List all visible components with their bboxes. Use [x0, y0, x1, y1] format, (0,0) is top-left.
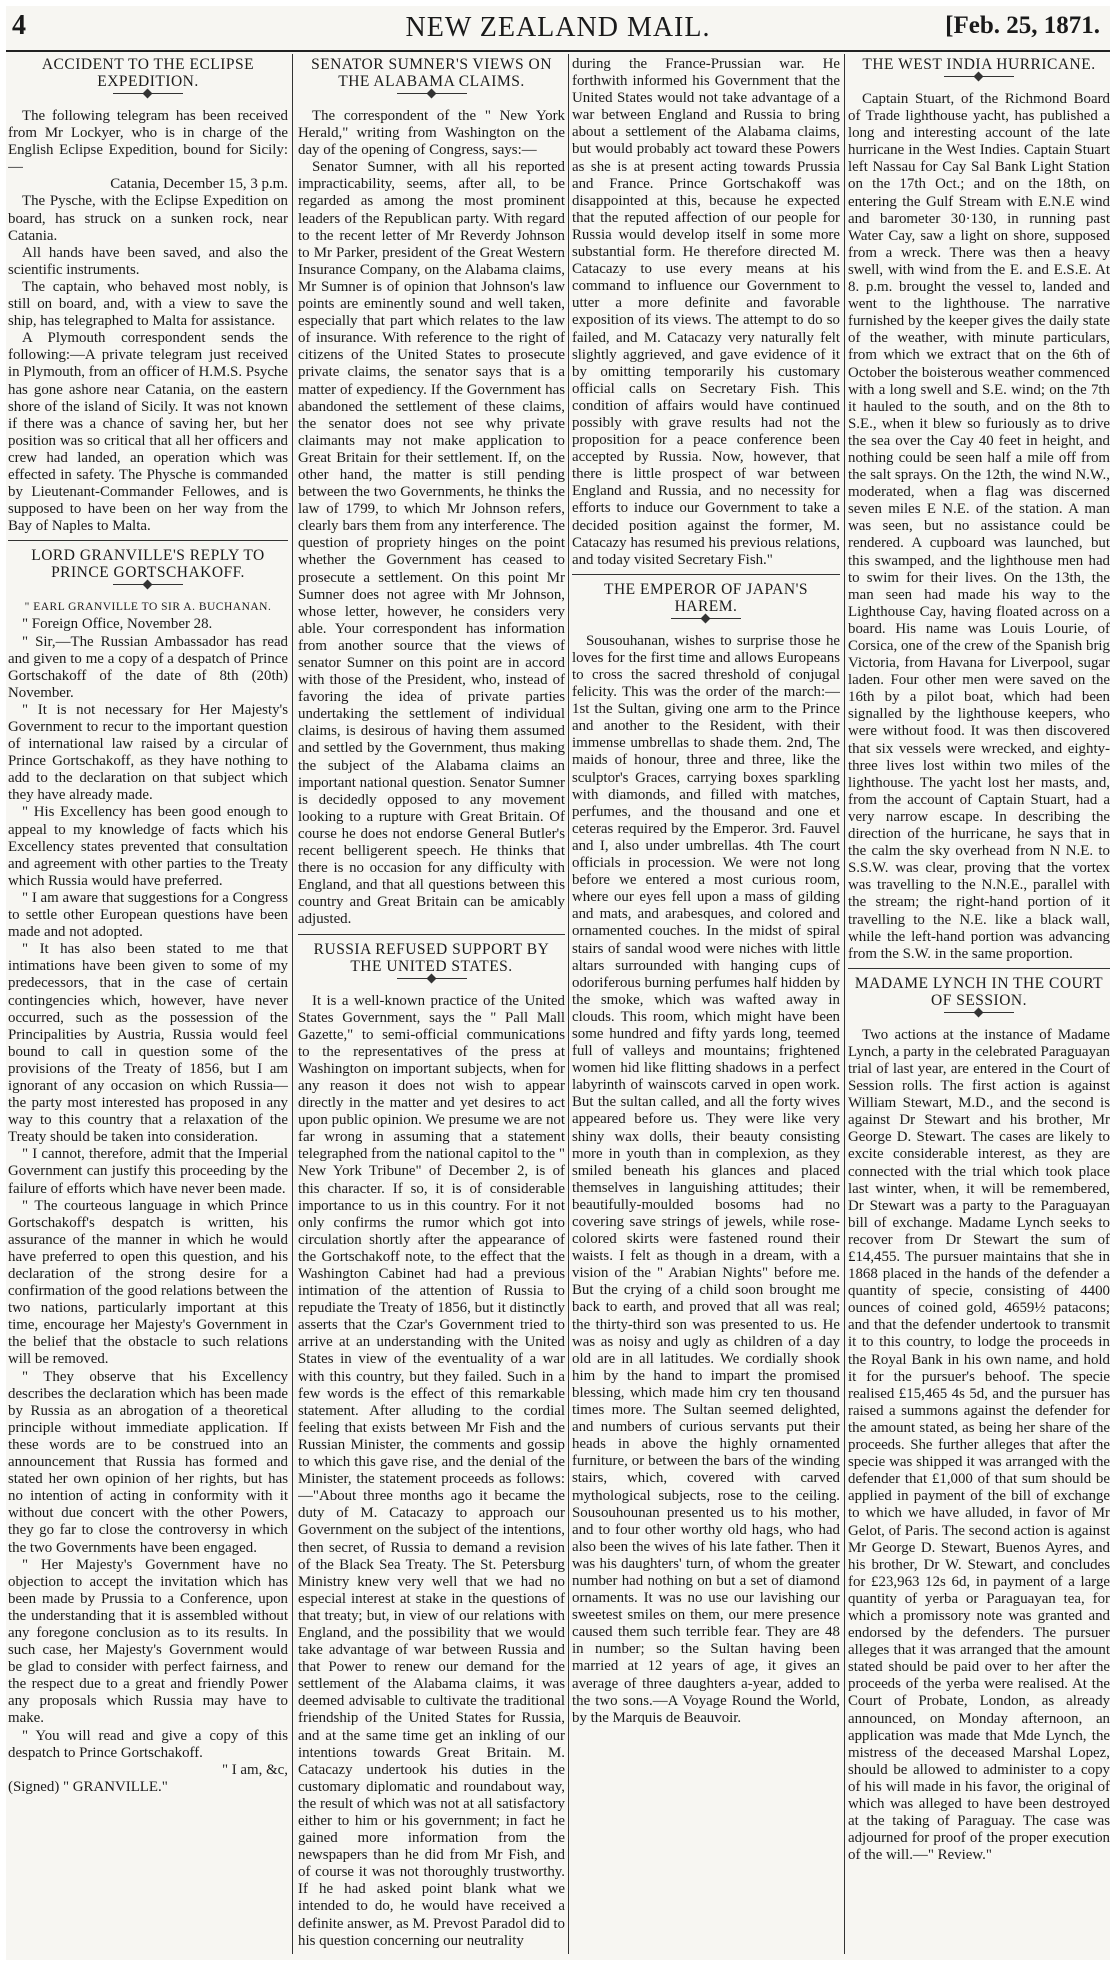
column-3 [572, 56, 840, 1954]
article-paragraph: " It is not necessary for Her Majesty's Government to recur to the important question of international law raised by a circular of Prince Gortschakoff, as they have nothing to add to the declaration on that subject which they have already made. [8, 701, 288, 804]
article-paragraph: The correspondent of the " New York Herald," writing from Washington on the day of the opening of Congress, says:— [298, 108, 565, 159]
article-separator [848, 968, 1110, 969]
article-headline: ACCIDENT TO THE ECLIPSE EXPEDITION. [41, 56, 255, 90]
ornament-divider [944, 1012, 1014, 1022]
article-paragraph: Senator Sumner, with all his reported impracticability, seems, after all, to be regarded as among the most prominent leaders of the Republican party. With regard to the recent letter of Mr Reverdy Johnson to Mr Parker, president of the Great Western Insurance Company, on the Alabama claims, Mr Sumner is of opinion that Johnson's law points are eminently sound and well taken, especially that part which relates to the law of insurance. With reference to the right of citizens of the United States to prosecute private claims, the senator says that is a matter of expediency. If the Government has abandoned the settlement of these claims, the senator does not see why private claimants may not make application to Great Britain for their settlement. If, on the other hand, the matter is still pending between the two Governments, he thinks the law of 1799, to which Mr Johnson refers, clearly bars them from any interference. The question of propriety hinges on the point whether the Government has ceased to prosecute a settlement. On this point Mr Sumner does not agree with Mr Johnson, whose letter, however, he considers very able. Your correspondent has information from another source that the views of senator Sumner on this point are in accord with those of the President, who, instead of favoring the idea of private parties undertaking the settlement of individual claims, is desirous of having them assumed and settled by the Government, thus making the subject of the Alabama claims an important national question. Senator Sumner is decidedly opposed to any movement looking to a rupture with Great Britain. Of course he does not endorse General Butler's recent belligerent speech. He thinks that there is no occasion for any difficulty with England, and that all questions between this country and Great Britain can be amicably adjusted. [298, 159, 565, 928]
ornament-divider [113, 584, 183, 594]
article-headline: SENATOR SUMNER'S VIEWS ON THE ALABAMA CLAIMS. [311, 56, 552, 90]
newspaper-page [6, 6, 1110, 1960]
article-headline: THE EMPEROR OF JAPAN'S HAREM. [603, 580, 808, 615]
column-4 [848, 56, 1110, 1954]
article-japan-harem [572, 581, 840, 1727]
article-russia-refused [298, 941, 565, 1950]
article-paragraph: Captain Stuart, of the Richmond Board of Trade lighthouse yacht, has published a long and interesting account of the late hurricane in the West Indies. Captain Stuart left Nassau for Cay Sal Bank Light Station on the 17th Oct.; and on the 18th, on entering the Gulf Stream with E.N.E wind and barometer 30·130, in running past Water Cay, saw a light on shore, supposed from a wreck. There was then a heavy swell, with wind from the E. and E.S.E. At 8. p.m. brought the vessel to, landed and went to the lighthouse. The narrative furnished by the keeper gives the daily state of the weather, with minute particulars, from which we extract that on the 6th of October the boisterous weather commenced with a long swell and S.E. wind; on the 7th it hauled to the south, and on the 8th to S.E., when it blew so furiously as to drive the sea over the Cay 40 feet in height, and nothing could be seen half a mile off from the salt sprays. On the 12th, the wind N.W., moderated, when a flag was discerned seven miles E N.E. of the station. A man was seen, but no assistance could be rendered. A cupboard was launched, but this swamped, and the lighthouse men had to swim for their lives. On the 13th, the man seen had made his way to the Lighthouse Cay, having floated across on a board. His name was Louis Lourie, of Corsica, one of the crew of the Spanish brig Victoria, from Havana for Liverpool, sugar laden. Four other men were saved on the 16th by a pilot boat, which had been signalled by the lighthouse keepers, who were without food. It was then discovered that six vessels were wrecked, and eighty-three lives lost within two miles of the lighthouse. The yacht lost her masts, and, from the account of Captain Stuart, had a very narrow escape. In describing the direction of the hurricane, he says that in the calm the sky overhead from N N.E. to S.S.W. was clear, proving that the vortex was travelling to the N.N.E., parallel with the stream; the right-hand portion of it travelling to the N.E. like a black wall, while the left-hand portion was advancing from the S.W. in the same proportion. [848, 91, 1110, 962]
ornament-divider [944, 76, 1014, 86]
ornament-divider [397, 93, 467, 103]
article-madame-lynch [848, 975, 1110, 1865]
page-number: 4 [12, 10, 26, 41]
article-paragraph: " The courteous language in which Prince Gortschakoff's despatch is written, his assurance of the manner in which he would have preferred to open this question, and his declaration of the strong desire for a confirmation of the good relations between the two nations, particularly important at this time, encourage her Majesty's Government in the belief that the obstacle to such relations will be removed. [8, 1197, 288, 1368]
article-paragraph: during the France-Prussian war. He forthwith informed his Government that the United States would not take advantage of a war between England and Russia to bring about a settlement of the Alabama claims, but would probably act toward these Powers as she is at present acting towards Prussia and France. Prince Gortschakoff was disappointed at this, because he expected that the reputed affection of our people for Russia would develop itself in some more substantial form. He therefore directed M. Catacazy to use every means at his command to influence our Government to utter a more definite and favorable exposition of its views. The attempt to do so failed, and M. Catacazy very naturally felt slightly aggrieved, and gave evidence of it by omitting temporarily his customary official calls on Secretary Fish. This condition of affairs would have continued possibly with grave results had not the proposition for a peace conference been accepted by Russia. Now, however, that there is little prospect of war between England and Russia, and no necessity for efforts to induce our Government to take a decided position against the former, M. Catacazy has resumed his previous relations, and today visited Secretary Fish." [572, 56, 840, 568]
article-paragraph: " They observe that his Excellency describes the declaration which has been made by Russia as an abrogation of a theoretical principle without immediate application. If these words are to be construed into an announcement that Russia has formed and stated her own opinion of her rights, but has no intention of acting in conformity with it without due concert with the other Powers, they go far to close the controversy in which the two Governments have been engaged. [8, 1368, 288, 1556]
article-paragraph: " It has also been stated to me that intimations have been given to some of my predecessors, that in the case of certain contingencies which, however, have never occurred, such as the possession of the Principalities by Austria, Russia would feel bound to call in question some of the provisions of the Treaty of 1856, but I am ignorant of any occasion on which Russia—the party most interested has proposed in any way to this country that a relaxation of the Treaty should be taken into consideration. [8, 941, 288, 1146]
article-separator [572, 574, 840, 575]
article-paragraph: " You will read and give a copy of this despatch to Prince Gortschakoff. [8, 1727, 288, 1761]
article-paragraph: " Her Majesty's Government have no objection to accept the invitation which has been made by Prussia to a Conference, upon the understanding that it is assembled without any foregone conclusion as to its results. In such case, her Majesty's Government would be glad to consider with perfect fairness, and the respect due to a great and friendly Power any proposals which Russia may have to make. [8, 1556, 288, 1727]
article-paragraph: Sousouhanan, wishes to surprise those he loves for the first time and allows Europeans to cross the sacred threshold of conjugal felicity. This was the order of the march:—1st the Sultan, giving one arm to the Prince and another to the Resident, with their immense umbrellas to shade them. 2nd, The maids of honour, three and three, like the sculptor's Graces, carrying boxes sparkling with diamonds, and filled with matches, perfumes, and the thousand and one et ceteras required by the Emperor. 3rd. Fauvel and I, also under umbrellas. 4th The court officials in procession. We were not long before we entered a most curious room, where our eyes fell upon a mass of gilding and mats, and arabesques, and colored and ornamented couches. In the midst of spiral stairs of sandal wood were niches with little altars surrounded with hanging cups of odoriferous burning perfumes half hidden by the smoke, which was wafted away in clouds. This room, which might have been some hundred and fifty yards long, teemed full of valleys and mountains; frightened women hid like flitting shadows in a perfect labyrinth of wainscots carved in open work. But the sultan called, and all the forty wives appeared before us. They were like very shiny wax dolls, their beauty consisting more in youth than in complexion, as they smiled beneath his glances and placed themselves in languishing attitudes; their beautifully-moulded bosoms had no covering save strings of jewels, while rose-colored skirts were fastened round their waists. I felt as though in a dream, with a vision of the " Arabian Nights" before me. But the crying of a child soon brought me back to earth, and proved that all was real; the thirty-third son was presented to us. He was as noisy and ugly as children of a day old are in all latitudes. We cordially shook him by the hand to impart the promised blessing, which made him cry ten thousand times more. The Sultan seemed delighted, and numbers of curious servants put their heads in above the highly ornamented furniture, or between the bars of the winding stairs, which, covered with carved mythological subjects, rose to the ceiling. Sousouhounan presented us to his mother, and to four other worthy old hags, who had also been the wives of his late father. Then it was his daughters' turn, of whom the greater number had nothing on but a set of diamond ornaments. It was no use our lavishing our sweetest smiles on them, our mere presence caused them such terrible fear. They are 48 in number; so the Sultan having been married at 12 years of age, it gives an average of three daughters a-year, added to the two sons.—A Voyage Round the World, by the Marquis de Beauvoir. [572, 632, 840, 1726]
article-paragraph: " Foreign Office, November 28. [22, 616, 213, 633]
article-paragraph: A Plymouth correspondent sends the following:—A private telegram just received in Plymouth, from an officer of H.M.S. Psyche has gone ashore near Catania, on the eastern shore of the island of Sicily. It was not known if there was a chance of saving her, but her position was so critical that all her officers and crew had landed, an operation which was effected in safety. The Physche is commanded by Lieutenant-Commander Fellowes, and is supposed to have been on her way from the Bay of Naples to Malta. [8, 330, 288, 535]
article-headline: MADAME LYNCH IN THE COURT OF SESSION. [854, 974, 1104, 1009]
article-separator [8, 540, 288, 541]
article-headline: LORD GRANVILLE'S REPLY TO PRINCE GORTSCHAKOFF. [31, 547, 265, 582]
article-dateline: Catania, December 15, 3 p.m. [110, 176, 288, 193]
article-signature: (Signed) " GRANVILLE." [8, 1778, 168, 1795]
article-subhead: " EARL GRANVILLE TO SIR A. BUCHANAN. [24, 601, 272, 614]
article-paragraph: " Sir,—The Russian Ambassador has read and given to me a copy of a despatch of Prince Gortschakoff of the date of 8th (20th) November. [8, 633, 288, 701]
article-sumner-views [298, 56, 565, 929]
column-rule [568, 54, 569, 1954]
article-paragraph: The Pysche, with the Eclipse Expedition on board, has struck on a sunken rock, near Catania. [8, 193, 288, 244]
issue-date: [Feb. 25, 1871. [945, 12, 1100, 39]
article-west-india-hurricane [848, 56, 1110, 963]
article-paragraph: All hands have been saved, and also the scientific instruments. [8, 244, 288, 278]
article-headline: THE WEST INDIA HURRICANE. [862, 56, 1096, 73]
column-rule [292, 54, 293, 1954]
column-1 [8, 56, 288, 1954]
article-paragraph: Two actions at the instance of Madame Lynch, a party in the celebrated Paraguayan trial of last year, are entered in the Court of Session rolls. The first action is against William Stewart, M.D., and the second is against Dr Stewart and his brother, Mr George D. Stewart. The cases are likely to excite considerable interest, as they are connected with the trial which took place last winter, when, it will be remembered, Dr Stewart was a party to the Paraguayan bill of exchange. Madame Lynch seeks to recover from Dr Stewart the sum of £14,455. The pursuer maintains that she in 1868 placed in the hands of the defender a quantity of specie, consisting of 4400 ounces of coined gold, 4659½ patacons; and that the defender undertook to transmit it to this country, to lodge the proceeds in the Royal Bank in his own name, and hold it for the pursuer's behoof. The specie realised £15,465 4s 5d, and the pursuer has raised a summons against the defender for the amount stated, as being her share of the proceeds. She further alleges that after the specie was shipped it was arranged with the defender that £1,000 of that sum should be applied in payment of the bill of exchange to which we have alluded, in favor of Mr Gelot, of Paris. The second action is against Mr George D. Stewart, Buenos Ayres, and his brother, Dr W. Stewart, and concludes for £23,963 12s 6d, in payment of a large quantity of yerba or Paraguayan tea, for which a promissory note was granted and endorsed by the defenders. The pursuer alleges that it was arranged that the amount stated should be paid over to her after the proceeds of the yerba were realised. At the Court of Probate, London, as already announced, on Monday afternoon, an application was made that Mde Lynch, the mistress of the deceased Marshal Lopez, should be allowed to administer to a copy of his will made in his favor, the original of which was alleged to have been destroyed at the taking of Paraguay. The case was adjourned for proof of the proper execution of the will.—" Review." [848, 1026, 1110, 1864]
article-closing: " I am, &c, [221, 1761, 288, 1778]
column-2 [298, 56, 565, 1954]
article-russia-refused-continued [572, 56, 840, 569]
column-rule [844, 54, 845, 1954]
article-headline: RUSSIA REFUSED SUPPORT BY THE UNITED STATES. [313, 940, 550, 975]
article-separator [298, 934, 565, 935]
article-eclipse-expedition [8, 56, 288, 535]
article-paragraph: It is a well-known practice of the United States Government, says the " Pall Mall Gazette," to semi-official communications to the representatives of the press at Washington on important subjects, when for any reason it does not wish to appear directly in the matter and yet desires to act upon public opinion. We presume we are not far wrong in assuming that a statement telegraphed from the national capitol to the " New York Tribune" of December 2, is of this character. If so, it is of considerable importance to us in this country. For it not only confirms the rumor which got into circulation shortly after the appearance of the Gortschakoff note, to the effect that the Washington Cabinet had had a previous intimation of the attention of Russia to repudiate the Treaty of 1856, but it distinctly asserts that the Czar's Government tried to arrive at an understanding with the United States in view of the eventuality of a war with this country, but they failed. Such in a few words is the effect of this remarkable statement. After alluding to the cordial feeling that exists between Mr Fish and the Russian Minister, the comments and gossip to which this gave rise, and the denial of the Minister, the statement proceeds as follows:—"About three months ago it became the duty of M. Catacazy to approach our Government on the subject of the intentions, then secret, of Russia to demand a revision of the Black Sea Treaty. The St. Petersburg Ministry knew very well that we had no especial interest at stake in the questions of that treaty; but, in view of our relations with England, and the possibility that we would take advantage of war between Russia and that Power to renew our demand for the settlement of the Alabama claims, it was deemed advisable to cultivate the traditional friendship of the United States for Russia, and at the same time get an inkling of our intentions towards Great Britain. M. Catacazy undertook his duties in the customary diplomatic and roundabout way, the result of which was not at all satisfactory either to him or his government; in fact he gained more information from the newspapers than he did from Mr Fish, and of course it was not thoroughly trustworthy. If he had asked point blank what we intended to do, he would have received a definite answer, as M. Prevost Paradol did to his question concerning our neutrality [298, 992, 565, 1949]
newspaper-title: NEW ZEALAND MAIL. [405, 12, 711, 43]
article-paragraph: " I cannot, therefore, admit that the Imperial Government can justify this proceeding by the failure of efforts which have never been made. [8, 1146, 288, 1197]
ornament-divider [113, 93, 183, 103]
article-paragraph: " His Excellency has been good enough to appeal to my knowledge of facts which his Excellency states prevented that consultation and agreement with other parties to the Treaty which Russia would have preferred. [8, 804, 288, 889]
article-granville-reply [8, 547, 288, 1796]
ornament-divider [671, 618, 741, 628]
article-paragraph: " I am aware that suggestions for a Congress to settle other European questions have been made and not adopted. [8, 889, 288, 941]
ornament-divider [397, 978, 467, 988]
article-paragraph: The following telegram has been received from Mr Lockyer, who is in charge of the English Eclipse Expedition, bound for Sicily:— [8, 108, 288, 176]
masthead [6, 6, 1110, 52]
article-paragraph: The captain, who behaved most nobly, is still on board, and, with a view to save the ship, has telegraphed to Malta for assistance. [8, 278, 288, 330]
